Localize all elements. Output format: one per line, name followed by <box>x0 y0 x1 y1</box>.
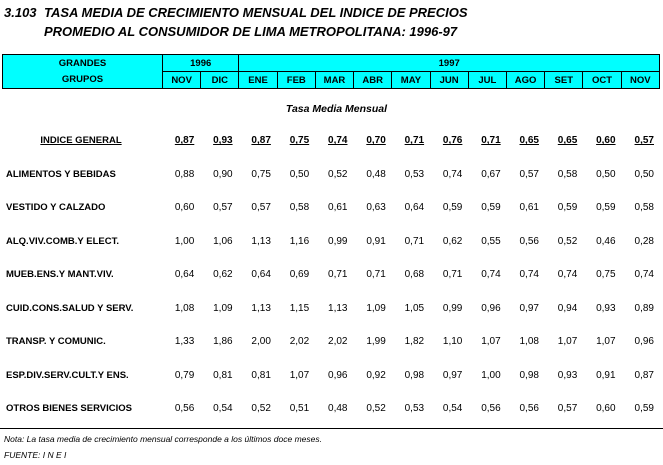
value-cell: 0,93 <box>557 369 578 381</box>
value-cell: 0,59 <box>481 202 501 214</box>
value-cell: 0,56 <box>481 403 501 415</box>
value-cell: 0,56 <box>174 403 195 415</box>
value-cell: 1,00 <box>481 369 501 381</box>
value-cell: 0,57 <box>519 168 539 180</box>
value-cell: 0,99 <box>328 235 348 247</box>
value-cell: 0,99 <box>442 302 463 314</box>
month-header: DIC <box>201 72 239 89</box>
value-cell: 1,09 <box>366 302 386 314</box>
value-cell: 1,07 <box>481 336 501 348</box>
value-cell: 0,96 <box>481 302 501 314</box>
row-label: MUEB.ENS.Y MANT.VIV. <box>6 269 114 281</box>
value-cell: 0,69 <box>289 269 310 281</box>
value-cell: 0,64 <box>404 202 425 214</box>
row-label: ESP.DIV.SERV.CULT.Y ENS. <box>6 369 129 381</box>
header-row-months <box>3 72 660 89</box>
value-cell: 0,57 <box>557 403 578 415</box>
row-label: OTROS BIENES SERVICIOS <box>6 403 132 415</box>
value-cell: 0,74 <box>557 269 578 281</box>
index-general-row <box>2 124 660 158</box>
value-cell: 0,52 <box>557 235 578 247</box>
value-cell: 0,62 <box>442 235 463 247</box>
value-cell: 0,50 <box>289 168 310 180</box>
value-cell: 0,46 <box>596 235 616 247</box>
value-cell: 0,70 <box>366 135 386 147</box>
month-header: FEB <box>277 72 315 89</box>
value-cell: 0,81 <box>251 369 271 381</box>
table-row <box>2 225 660 259</box>
value-cell: 0,58 <box>557 168 578 180</box>
title-text-1: TASA MEDIA DE CRECIMIENTO MENSUAL DEL INDICE DE PRECIOS <box>44 5 468 20</box>
header-table <box>2 54 660 89</box>
value-cell: 0,61 <box>519 202 539 214</box>
value-cell: 0,68 <box>404 269 425 281</box>
value-cell: 0,76 <box>442 135 463 147</box>
value-cell: 0,88 <box>174 168 195 180</box>
table-row <box>2 258 660 292</box>
table-title-line2: PROMEDIO AL CONSUMIDOR DE LIMA METROPOLITANA: 1996-97 <box>44 24 458 39</box>
value-cell: 0,28 <box>634 235 654 247</box>
value-cell: 0,55 <box>481 235 501 247</box>
value-cell: 0,74 <box>442 168 463 180</box>
table-number: 3.103 <box>4 5 37 20</box>
value-cell: 0,59 <box>442 202 463 214</box>
value-cell: 0,59 <box>557 202 578 214</box>
value-cell: 0,65 <box>557 135 578 147</box>
value-cell: 1,82 <box>404 336 425 348</box>
value-cell: 1,00 <box>174 235 195 247</box>
value-cell: 1,07 <box>596 336 616 348</box>
value-cell: 0,71 <box>442 269 463 281</box>
value-cell: 0,64 <box>174 269 195 281</box>
value-cell: 0,61 <box>328 202 348 214</box>
row-label: INDICE GENERAL <box>40 135 122 147</box>
table-row <box>2 392 660 426</box>
value-cell: 0,67 <box>481 168 501 180</box>
value-cell: 0,71 <box>328 269 348 281</box>
section-subtitle: Tasa Media Mensual <box>285 103 388 115</box>
value-cell: 1,33 <box>174 336 195 348</box>
month-header: ENE <box>239 72 277 89</box>
row-label: ALQ.VIV.COMB.Y ELECT. <box>6 235 119 247</box>
value-cell: 1,16 <box>289 235 310 247</box>
value-cell: 0,89 <box>634 302 654 314</box>
header-row-years <box>3 55 660 72</box>
month-header: OCT <box>583 72 621 89</box>
value-cell: 0,71 <box>404 235 425 247</box>
month-header: MAY <box>392 72 430 89</box>
value-cell: 0,52 <box>328 168 348 180</box>
value-cell: 0,90 <box>213 168 233 180</box>
value-cell: 2,00 <box>251 336 271 348</box>
value-cell: 0,97 <box>519 302 539 314</box>
value-cell: 0,75 <box>289 135 310 147</box>
value-cell: 0,60 <box>174 202 195 214</box>
value-cell: 0,51 <box>289 403 310 415</box>
value-cell: 0,52 <box>366 403 386 415</box>
value-cell: 0,75 <box>596 269 616 281</box>
month-header: SET <box>545 72 583 89</box>
value-cell: 0,48 <box>366 168 386 180</box>
value-cell: 0,60 <box>596 135 616 147</box>
value-cell: 1,13 <box>251 235 271 247</box>
value-cell: 0,96 <box>328 369 348 381</box>
value-cell: 0,56 <box>519 403 539 415</box>
value-cell: 0,58 <box>289 202 310 214</box>
value-cell: 0,56 <box>519 235 539 247</box>
value-cell: 0,64 <box>251 269 271 281</box>
value-cell: 0,57 <box>634 135 654 147</box>
value-cell: 0,74 <box>481 269 501 281</box>
value-cell: 1,07 <box>289 369 310 381</box>
month-header: JUN <box>430 72 468 89</box>
value-cell: 0,87 <box>634 369 654 381</box>
value-cell: 0,93 <box>596 302 616 314</box>
month-header: JUL <box>468 72 506 89</box>
value-cell: 0,50 <box>634 168 654 180</box>
year-1997-header: 1997 <box>239 55 660 72</box>
data-table <box>2 124 660 426</box>
value-cell: 1,13 <box>328 302 348 314</box>
value-cell: 0,81 <box>213 369 233 381</box>
value-cell: 0,74 <box>328 135 348 147</box>
value-cell: 0,59 <box>596 202 616 214</box>
value-cell: 0,65 <box>519 135 539 147</box>
row-label: ALIMENTOS Y BEBIDAS <box>6 168 116 180</box>
value-cell: 1,08 <box>174 302 195 314</box>
value-cell: 0,57 <box>251 202 271 214</box>
value-cell: 0,59 <box>634 403 654 415</box>
value-cell: 0,52 <box>251 403 271 415</box>
source-line: FUENTE: I N E I <box>4 450 67 460</box>
value-cell: 0,71 <box>481 135 501 147</box>
footnote: Nota: La tasa media de crecimiento mensual corresponde a los últimos doce meses. <box>4 434 322 444</box>
value-cell: 0,91 <box>366 235 386 247</box>
value-cell: 1,06 <box>213 235 233 247</box>
table-row <box>2 191 660 225</box>
month-header: MAR <box>315 72 353 89</box>
grandes-header: GRANDES <box>3 55 163 72</box>
value-cell: 0,74 <box>634 269 654 281</box>
table-row <box>2 292 660 326</box>
footer-divider <box>0 428 663 429</box>
year-1996-header: 1996 <box>163 55 239 72</box>
value-cell: 0,53 <box>404 403 425 415</box>
value-cell: 0,96 <box>634 336 654 348</box>
value-cell: 0,98 <box>404 369 425 381</box>
month-header: NOV <box>163 72 201 89</box>
value-cell: 0,87 <box>251 135 271 147</box>
value-cell: 0,74 <box>519 269 539 281</box>
value-cell: 0,53 <box>404 168 425 180</box>
value-cell: 2,02 <box>289 336 310 348</box>
value-cell: 1,05 <box>404 302 425 314</box>
value-cell: 1,07 <box>557 336 578 348</box>
value-cell: 1,10 <box>442 336 463 348</box>
value-cell: 0,60 <box>596 403 616 415</box>
row-label: CUID.CONS.SALUD Y SERV. <box>6 302 134 314</box>
value-cell: 1,09 <box>213 302 233 314</box>
value-cell: 1,08 <box>519 336 539 348</box>
value-cell: 0,91 <box>596 369 616 381</box>
value-cell: 0,98 <box>519 369 539 381</box>
value-cell: 0,62 <box>213 269 233 281</box>
value-cell: 0,58 <box>634 202 654 214</box>
value-cell: 0,63 <box>366 202 386 214</box>
value-cell: 0,48 <box>328 403 348 415</box>
value-cell: 0,54 <box>213 403 233 415</box>
table-title-line1 <box>4 5 468 20</box>
value-cell: 2,02 <box>328 336 348 348</box>
month-header: ABR <box>354 72 392 89</box>
value-cell: 0,79 <box>174 369 195 381</box>
value-cell: 1,15 <box>289 302 310 314</box>
value-cell: 0,75 <box>251 168 271 180</box>
table-row <box>2 158 660 192</box>
value-cell: 0,87 <box>174 135 195 147</box>
value-cell: 0,94 <box>557 302 578 314</box>
table-row <box>2 325 660 359</box>
value-cell: 0,71 <box>404 135 425 147</box>
table-row <box>2 359 660 393</box>
value-cell: 0,54 <box>442 403 463 415</box>
value-cell: 1,99 <box>366 336 386 348</box>
value-cell: 0,97 <box>442 369 463 381</box>
month-header: NOV <box>621 72 659 89</box>
month-header: AGO <box>506 72 544 89</box>
value-cell: 1,13 <box>251 302 271 314</box>
row-label: VESTIDO Y CALZADO <box>6 202 106 214</box>
value-cell: 1,86 <box>213 336 233 348</box>
value-cell: 0,57 <box>213 202 233 214</box>
row-label: TRANSP. Y COMUNIC. <box>6 336 106 348</box>
value-cell: 0,93 <box>213 135 233 147</box>
grupos-header: GRUPOS <box>3 72 163 89</box>
value-cell: 0,92 <box>366 369 386 381</box>
value-cell: 0,50 <box>596 168 616 180</box>
value-cell: 0,71 <box>366 269 386 281</box>
